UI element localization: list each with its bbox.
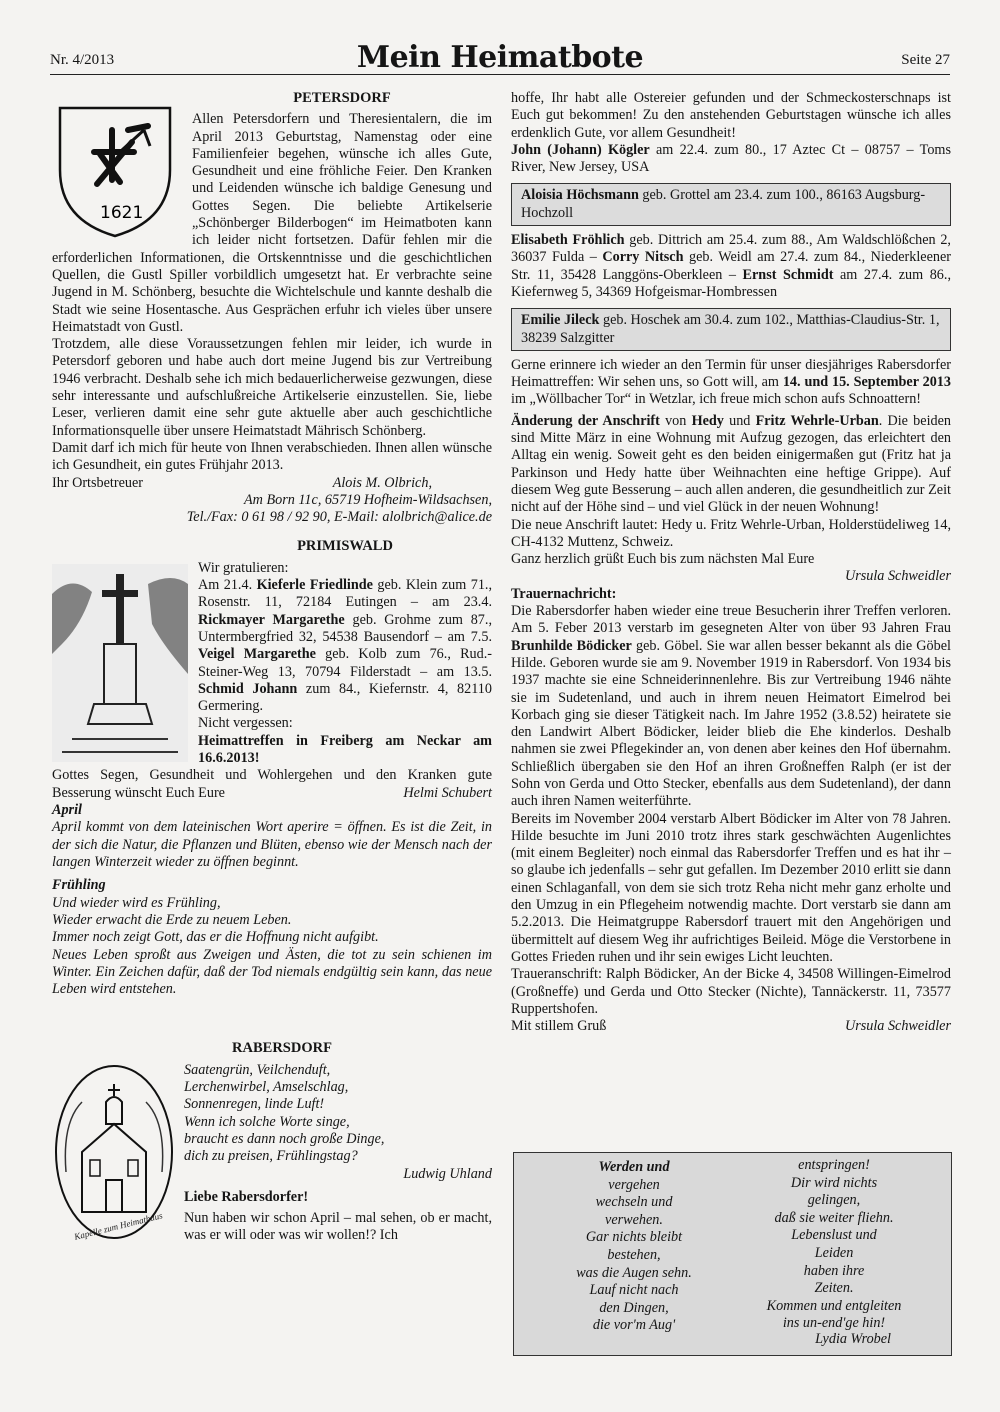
continuation: hoffe, Ihr habt alle Ostereier gefunden und der Schmeckosterschnaps ist Euch gut bekommen! Zu den anstehenden Geburtstagen wünsche ich alles erdenklich Gute, vor allem Gesundheit! [511, 90, 951, 141]
poem-line: Zeiten. [814, 1280, 854, 1297]
poem-line: was die Augen sehn. [576, 1264, 692, 1281]
closing: Mit stillem Gruß [511, 1018, 607, 1035]
issue-number: Nr. 4/2013 [50, 52, 115, 68]
section-title: RABERSDORF [232, 1040, 332, 1057]
poem-line: haben ihre [803, 1262, 865, 1279]
petersdorf-crest-icon [52, 90, 178, 240]
petersdorf-para2: Trotzdem, alle diese Voraussetzungen fehlen mir leider, ich wurde in Petersdorf geboren und habe auch dort meine Jugend bis zur Vertreibung 1946 verbracht. Deshalb sehe ich mich bedauerlicherweise gezwungen, diese sehr interessante und aufschlußreiche Artikelserie einzustellen. Sie, liebe Leser, verlieren damit eine sehr gute aktuelle aber auch geschichtliche Informationsquelle über unsere Heimatstadt Mährisch Schönberg. [52, 336, 492, 439]
termin: Gerne erinnere ich wieder an den Termin für unser diesjähriges Rabersdorfer Heimattreffen: Wir sehen uns, so Gott will, am 14. und 15. September 2013 im „Wöllbacher Tor“ in Wetzlar, ich freue mich schon aufs Schnoattern! [511, 356, 951, 408]
april-title: April [52, 802, 82, 819]
poem-line: vergehen [608, 1176, 660, 1193]
section-title: PRIMISWALD [297, 538, 393, 555]
poem-box [513, 1152, 952, 1356]
trauer-text-2: Bereits im November 2004 verstarb Albert Bödicker im Alter von 78 Jahren. Hilde besuchte im Juni 2010 trotz ihres stark geschwächten Augenlichtes (mit einem Begleiter) noch einmal das Rabersdorfer Treffen und es hat ihr – so glaube ich jedenfalls – sehr gut gefallen. Im Dezember 2010 erlitt sie dann einen Schlaganfall, von dem sie sich trotz Reha nicht mehr ganz erholte und den Umzug in ein Pflegeheim notwendig machte. Dort verstarb sie dann am 5.2.2013. Die Heimatgruppe Rabersdorf trauert mit den Angehörigen und übermittelt auf diesem Weg ihr aufrichtiges Beileid. Möge die Verstorbene in Gottes Frieden ruhen und ihr sein ewiges Licht leuchten. [511, 810, 951, 965]
page-header [50, 40, 950, 75]
april-section [52, 802, 492, 871]
poem-line: Wenn ich solche Worte singe, [184, 1113, 350, 1130]
poet: Ludwig Uhland [403, 1165, 492, 1182]
birthday-john: John (Johann) Kögler am 22.4. zum 80., 17 Aztec Ct – 08757 – Toms River, New Jersey, USA [511, 141, 951, 176]
birthday-box-100: Aloisia Höchsmann geb. Grottel am 23.4. zum 100., 86163 Augsburg-Hochzoll [511, 183, 951, 226]
poem-line: ins un-end'ge hin! [782, 1315, 886, 1332]
reminder: Nicht vergessen: [198, 715, 293, 732]
sig-addr: Am Born 11c, 65719 Hofheim-Wildsachsen, [244, 491, 492, 508]
poem-line: verwehen. [605, 1211, 663, 1228]
crest-image [52, 90, 182, 242]
poem-line: bestehen, [607, 1246, 661, 1263]
fruehling-line: Und wieder wird es Frühling, [52, 894, 221, 911]
cross-image [52, 564, 188, 764]
masthead: Mein Heimatbote [356, 40, 644, 75]
primiswald-section [52, 538, 492, 802]
trauer-text: Die Rabersdorfer haben wieder eine treue Besucherin ihrer Treffen verloren. Am 5. Feber 2013 verstarb im gesegneten Alter von über 93 Jahren Frau Brunhilde Bödicker geb. Göbel. Sie war allen besser bekannt als die Göbel Hilde. Geboren wurde sie am 9. November 1919 in Rabersdorf. Von 1934 bis 1937 machte sie eine Schneiderinnenlehre. Bis zur Vertreibung 1946 nähte sie im Sudetenland, und auch in ihrem neuen Heimatort Eimelrod bei Korbach ging sie dieser Tätigkeit nach. Im Jahre 1952 (3.8.52) heiratete sie den Landwirt Albert Bödicker, leider blieb die Ehe kinderlos. Deshalb nahmen sie zwei Pflegekinder an, von denen aber keines den Hof übernahm. Schließlich übergaben sie den Hof an ihren Großneffen Ralph (er ist der Sohn von Gerda und Otto Stecker, ebenfalls aus dem Sudetenland), der dann auch ihren Namen weiterführte. [511, 603, 951, 810]
sig-contact: Tel./Fax: 0 61 98 / 92 90, E-Mail: alolbrich@alice.de [186, 509, 492, 526]
poem-line: die vor'm Aug' [592, 1317, 676, 1334]
fruehling-line: Neues Leben sproßt aus Zweigen und Ästen, die tot zu sein schienen im Winter. Ein Zeichen dafür, daß der Tod niemals endgültig sein kann, das neue Leben wird entstehen. [52, 946, 492, 998]
birthday-list: Elisabeth Fröhlich geb. Dittrich am 25.4. zum 88., Am Waldschlößchen 2, 36037 Fulda – Corry Nitsch geb. Weidl am 27.4. zum 84., Niederkleener Str. 11, 35428 Langgöns-Oberkleen – Ernst Schmidt am 27.4. zum 86., Kiefernweg 5, 34369 Hofgeismar-Hombressen [511, 232, 951, 300]
intro: Wir gratulieren: [198, 559, 289, 576]
greeting: Liebe Rabersdorfer! [184, 1188, 309, 1205]
address-change: Änderung der Anschrift von Hedy und Fritz Wehrle-Urban. Die beiden sind Mitte März in eine Wohnung mit Aufzug gezogen, das erleichtert den Alltag ein wenig. Soweit geht es den beiden einigermaßen gut (Fritz hat ja Parkinson und Hedy hatte über Weihnachten eine heftige Grippe). Auf diesem Weg gute Besserung – auch allen anderen, die gesundheitlich zur Zeit nicht auf der Höhe sind – und viel Glück in der neuen Wohnung! [511, 412, 952, 516]
crest-year: 1621 [100, 203, 144, 223]
signer: Ursula Schweidler [844, 568, 951, 585]
closing: Ihr Ortsbetreuer [52, 474, 143, 491]
signature-line [52, 475, 492, 492]
poem-line: gelingen, [807, 1192, 861, 1209]
poem-line: Saatengrün, Veilchenduft, [184, 1061, 331, 1078]
poem-line: Leiden [814, 1244, 854, 1261]
rabersdorf-text: Nun haben wir schon April – mal sehen, ob er macht, was er will oder was wir wollen!? Ich [184, 1210, 492, 1244]
signer: Helmi Schubert [403, 784, 492, 801]
page-number: Seite 27 [901, 52, 950, 68]
fruehling-section [52, 877, 492, 998]
blessing: Gottes Segen, Gesundheit und Wohlergehen und den Kranken gute Besserung wünscht Euch Eure [52, 767, 492, 801]
petersdorf-para1: Allen Petersdorfern und Theresientalern, die im April 2013 Geburtstag, Namenstag oder eine Familienfeier begehen, wünsche ich alles Gute, Gesundheit und eine fröhliche Feier. Den Kranken und Leidenden wünsche ich baldige Genesung und Gottes Segen. Die beliebte Artikelserie „Schönberger Bilderbogen“ im Heimatboten kann ich leider nicht fortsetzen. Dafür fehlen mir die erforderlichen Informationen, die Ortskenntnisse und die geschichtlichen Quellen, die Gustl Spiller vorbildlich umgesetzt hat. Er verbrachte seine Jugend in M. Schönberg, besuchte die Wichtelschule und kannte deshalb die Stadt wie seine Hosentasche. Aus Gesprächen erfuhr ich vieles über unsere Heimatstadt von Gustl. [52, 111, 492, 335]
closing-line [511, 1018, 951, 1035]
chapel-icon [52, 1062, 176, 1242]
trauer-heading: Trauernachricht: [511, 585, 617, 602]
birthday-box-102: Emilie Jileck geb. Hoschek am 30.4. zum 102., Matthias-Claudius-Str. 1, 38239 Salzgitter [511, 308, 951, 351]
wayside-cross-icon [52, 564, 188, 762]
trauer-address: Traueranschrift: Ralph Bödicker, An der Bicke 4, 34508 Willingen-Eimelrod (Großneffe) und Gerda und Otto Stecker (Nichte), Tannäckerstr. 11, 73577 Ruppertshofen. [511, 966, 951, 1017]
petersdorf-section [52, 90, 492, 526]
left-column [52, 90, 492, 1245]
poem-author: Lydia Wrobel [815, 1331, 891, 1348]
chapel-image [52, 1062, 176, 1242]
chapel-caption: Kapelle zum Heimathaus [73, 1210, 164, 1242]
poem-line: wechseln und [595, 1194, 673, 1211]
meeting-note: Heimattreffen in Freiberg am Neckar am 16.6.2013! [198, 732, 492, 766]
poem-line: Dir wird nichts [790, 1174, 878, 1191]
poem-right [734, 1157, 934, 1333]
poem-line: entspringen! [798, 1157, 870, 1173]
section-title: PETERSDORF [293, 90, 391, 106]
closing-signer: Ursula Schweidler [844, 1018, 951, 1035]
poem-line: braucht es dann noch große Dinge, [184, 1130, 385, 1147]
poem-line: den Dingen, [599, 1299, 669, 1316]
fruehling-line: Wieder erwacht die Erde zu neuem Leben. [52, 911, 292, 928]
fruehling-line: Immer noch zeigt Gott, das er die Hoffnung nicht aufgibt. [52, 929, 379, 946]
fruehling-title: Frühling [52, 877, 106, 894]
poem-line: Kommen und entgleiten [766, 1297, 902, 1314]
rabersdorf-section [52, 1040, 492, 1244]
april-text: April kommt von dem lateinischen Wort aperire = öffnen. Es ist die Zeit, in der sich die Natur, die Pflanzen und Blüten, ebenso wie der Mensch nach der langen Winterzeit wieder zu öffnen beginnt. [52, 819, 492, 871]
greet: Ganz herzlich grüßt Euch bis zum nächsten Mal Eure [511, 551, 815, 568]
birthdays: Am 21.4. Kieferle Friedlinde geb. Klein zum 71., Rosenstr. 11, 72184 Eutingen – am 23.4. Rickmayer Margarethe geb. Grohme zum 87., Untermbergfried 32, 54538 Bausendorf – am 7.5. Veigel Margarethe geb. Kolb zum 76., Rud.-Steiner-Weg 13, 70794 Filderstadt – am 13.5. Schmid Johann zum 84., Kiefernstr. 4, 82110 Germering. [198, 577, 493, 715]
poem-line: Sonnenregen, linde Luft! [184, 1096, 325, 1113]
poem-left [534, 1159, 734, 1335]
poem-line: daß sie weiter fliehn. [774, 1209, 894, 1226]
sig-name: Alois M. Olbrich, [332, 474, 432, 491]
poem-line: Gar nichts bleibt [585, 1229, 683, 1246]
new-address: Die neue Anschrift lautet: Hedy u. Fritz Wehrle-Urban, Holderstüdeliweg 14, CH-4132 Muttenz, Schweiz. [511, 516, 951, 550]
poem-line: Lauf nicht nach [589, 1282, 679, 1299]
poem-line: Lebenslust und [791, 1227, 877, 1244]
poem-line: dich zu preisen, Frühlingstag? [184, 1148, 358, 1165]
petersdorf-para3: Damit darf ich mich für heute von Ihnen verabschieden. Ihnen allen wünsche ich Gesundheit, ein gutes Frühjahr 2013. [52, 439, 492, 474]
right-column [511, 90, 951, 1035]
poem-title: Werden und [598, 1159, 670, 1175]
poem-line: Lerchenwirbel, Amselschlag, [184, 1079, 349, 1096]
